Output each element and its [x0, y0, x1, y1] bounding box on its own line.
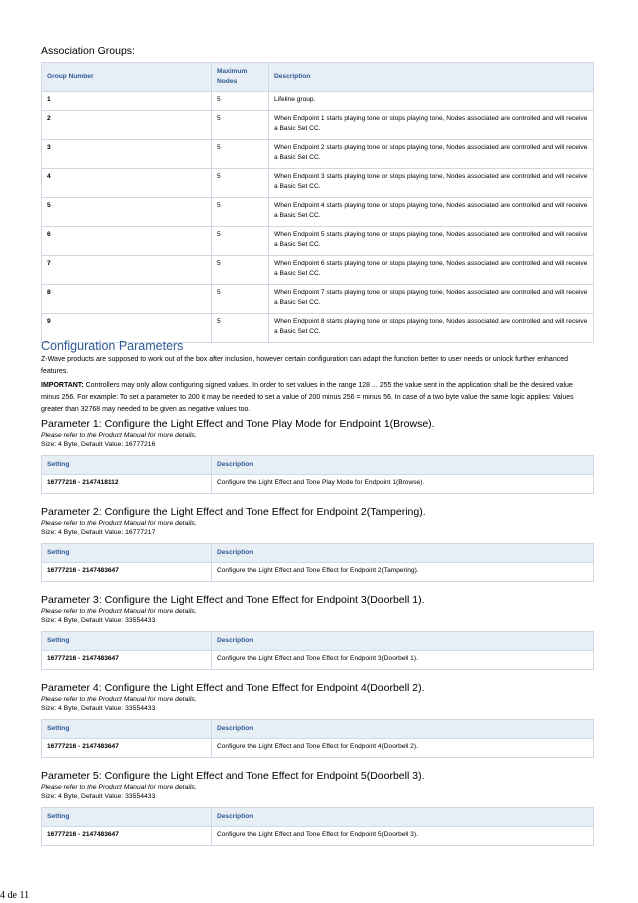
- table-row: [42, 111, 594, 140]
- setting-range-cell: 16777216 - 2147418112: [42, 475, 212, 494]
- table-row: [42, 198, 594, 227]
- max-nodes-cell: 5: [212, 140, 269, 169]
- setting-description-cell: Configure the Light Effect and Tone Effect for Endpoint 5(Doorbell 3).: [212, 827, 594, 846]
- parameter-table: [41, 455, 594, 494]
- important-text: Controllers may only allow configuring signed values. In order to set values in the range 128 ... 255 the value sent in the application shall be the desired value minus 256. For example: To set a parameter to 200 it may be needed to set a value of 200 minus 256 = minus 56. In case of a two byte value the same logic applies: Values greater than 32768 may needed to be given as negative values too.: [41, 382, 574, 413]
- description-cell: When Endpoint 3 starts playing tone or stops playing tone, Nodes associated are controlled and will receive a Basic Set CC.: [269, 169, 594, 198]
- group-number-cell: 5: [42, 198, 212, 227]
- table-header-row: [42, 632, 594, 651]
- page-number: 4 de 11: [0, 890, 30, 901]
- table-row: [42, 169, 594, 198]
- group-number-cell: 6: [42, 227, 212, 256]
- max-nodes-cell: 5: [212, 198, 269, 227]
- setting-description-cell: Configure the Light Effect and Tone Effect for Endpoint 2(Tampering).: [212, 563, 594, 582]
- header-setting: Setting: [42, 720, 212, 739]
- description-cell: When Endpoint 4 starts playing tone or stops playing tone, Nodes associated are controlled and will receive a Basic Set CC.: [269, 198, 594, 227]
- group-number-cell: 9: [42, 314, 212, 343]
- setting-range-cell: 16777216 - 2147483647: [42, 651, 212, 670]
- description-cell: When Endpoint 5 starts playing tone or stops playing tone, Nodes associated are controlled and will receive a Basic Set CC.: [269, 227, 594, 256]
- header-description: Description: [212, 456, 594, 475]
- parameter-table: [41, 807, 594, 846]
- parameter-note: Please refer to the Product Manual for more details.: [41, 696, 197, 703]
- group-number-cell: 4: [42, 169, 212, 198]
- max-nodes-cell: 5: [212, 227, 269, 256]
- table-row: [42, 92, 594, 111]
- max-nodes-cell: 5: [212, 256, 269, 285]
- max-nodes-cell: 5: [212, 314, 269, 343]
- table-header-row: [42, 63, 594, 92]
- max-nodes-cell: 5: [212, 285, 269, 314]
- table-row: [42, 563, 594, 582]
- max-nodes-cell: 5: [212, 169, 269, 198]
- parameter-note: Please refer to the Product Manual for more details.: [41, 432, 197, 439]
- setting-range-cell: 16777216 - 2147483647: [42, 563, 212, 582]
- header-description: Description: [269, 63, 594, 92]
- parameter-note: Please refer to the Product Manual for more details.: [41, 784, 197, 791]
- header-group-number: Group Number: [42, 63, 212, 92]
- setting-description-cell: Configure the Light Effect and Tone Play Mode for Endpoint 1(Browse).: [212, 475, 594, 494]
- parameter-title: Parameter 4: Configure the Light Effect and Tone Effect for Endpoint 4(Doorbell 2).: [41, 682, 425, 694]
- parameter-note: Please refer to the Product Manual for more details.: [41, 520, 197, 527]
- table-header-row: [42, 456, 594, 475]
- description-cell: When Endpoint 2 starts playing tone or stops playing tone, Nodes associated are controlled and will receive a Basic Set CC.: [269, 140, 594, 169]
- group-number-cell: 2: [42, 111, 212, 140]
- header-description: Description: [212, 632, 594, 651]
- group-number-cell: 8: [42, 285, 212, 314]
- description-cell: When Endpoint 7 starts playing tone or stops playing tone, Nodes associated are controlled and will receive a Basic Set CC.: [269, 285, 594, 314]
- association-groups-table: [41, 62, 594, 343]
- header-description: Description: [212, 544, 594, 563]
- group-number-cell: 3: [42, 140, 212, 169]
- table-row: [42, 227, 594, 256]
- parameter-note: Please refer to the Product Manual for more details.: [41, 608, 197, 615]
- table-row: [42, 827, 594, 846]
- header-setting: Setting: [42, 632, 212, 651]
- table-header-row: [42, 720, 594, 739]
- parameter-block-4: [41, 682, 593, 758]
- configuration-important-note: [41, 380, 593, 416]
- description-cell: When Endpoint 1 starts playing tone or stops playing tone, Nodes associated are controlled and will receive a Basic Set CC.: [269, 111, 594, 140]
- header-setting: Setting: [42, 544, 212, 563]
- setting-range-cell: 16777216 - 2147483647: [42, 739, 212, 758]
- table-row: [42, 140, 594, 169]
- table-header-row: [42, 808, 594, 827]
- parameter-size: Size: 4 Byte, Default Value: 33554433: [41, 705, 156, 712]
- description-cell: When Endpoint 8 starts playing tone or stops playing tone, Nodes associated are controlled and will receive a Basic Set CC.: [269, 314, 594, 343]
- header-setting: Setting: [42, 808, 212, 827]
- max-nodes-cell: 5: [212, 111, 269, 140]
- table-row: [42, 739, 594, 758]
- description-cell: Lifeline group.: [269, 92, 594, 111]
- parameter-table: [41, 631, 594, 670]
- parameter-size: Size: 4 Byte, Default Value: 16777217: [41, 529, 156, 536]
- parameter-size: Size: 4 Byte, Default Value: 33554433: [41, 617, 156, 624]
- group-number-cell: 7: [42, 256, 212, 285]
- setting-description-cell: Configure the Light Effect and Tone Effect for Endpoint 3(Doorbell 1).: [212, 651, 594, 670]
- parameter-block-2: [41, 506, 593, 582]
- association-groups-title: Association Groups:: [41, 45, 135, 57]
- header-description: Description: [212, 720, 594, 739]
- header-setting: Setting: [42, 456, 212, 475]
- setting-range-cell: 16777216 - 2147483647: [42, 827, 212, 846]
- parameter-size: Size: 4 Byte, Default Value: 16777216: [41, 441, 156, 448]
- parameter-title: Parameter 5: Configure the Light Effect and Tone Effect for Endpoint 5(Doorbell 3).: [41, 770, 425, 782]
- important-label: IMPORTANT:: [41, 382, 84, 389]
- parameter-size: Size: 4 Byte, Default Value: 33554433: [41, 793, 156, 800]
- table-row: [42, 651, 594, 670]
- parameter-table: [41, 543, 594, 582]
- parameter-title: Parameter 1: Configure the Light Effect and Tone Play Mode for Endpoint 1(Browse).: [41, 418, 435, 430]
- table-header-row: [42, 544, 594, 563]
- header-description: Description: [212, 808, 594, 827]
- table-row: [42, 256, 594, 285]
- parameter-table: [41, 719, 594, 758]
- configuration-intro: Z-Wave products are supposed to work out of the box after inclusion, however certain configuration can adapt the function better to user needs or unlock further enhanced features.: [41, 356, 568, 375]
- group-number-cell: 1: [42, 92, 212, 111]
- parameter-block-5: [41, 770, 593, 846]
- parameter-block-3: [41, 594, 593, 670]
- parameter-title: Parameter 2: Configure the Light Effect and Tone Effect for Endpoint 2(Tampering).: [41, 506, 426, 518]
- configuration-parameters-title: Configuration Parameters: [41, 339, 184, 353]
- parameter-title: Parameter 3: Configure the Light Effect and Tone Effect for Endpoint 3(Doorbell 1).: [41, 594, 425, 606]
- table-row: [42, 285, 594, 314]
- description-cell: When Endpoint 6 starts playing tone or stops playing tone, Nodes associated are controlled and will receive a Basic Set CC.: [269, 256, 594, 285]
- table-row: [42, 475, 594, 494]
- max-nodes-cell: 5: [212, 92, 269, 111]
- setting-description-cell: Configure the Light Effect and Tone Effect for Endpoint 4(Doorbell 2).: [212, 739, 594, 758]
- parameter-block-1: [41, 418, 593, 494]
- header-maximum-nodes: Maximum Nodes: [212, 63, 269, 92]
